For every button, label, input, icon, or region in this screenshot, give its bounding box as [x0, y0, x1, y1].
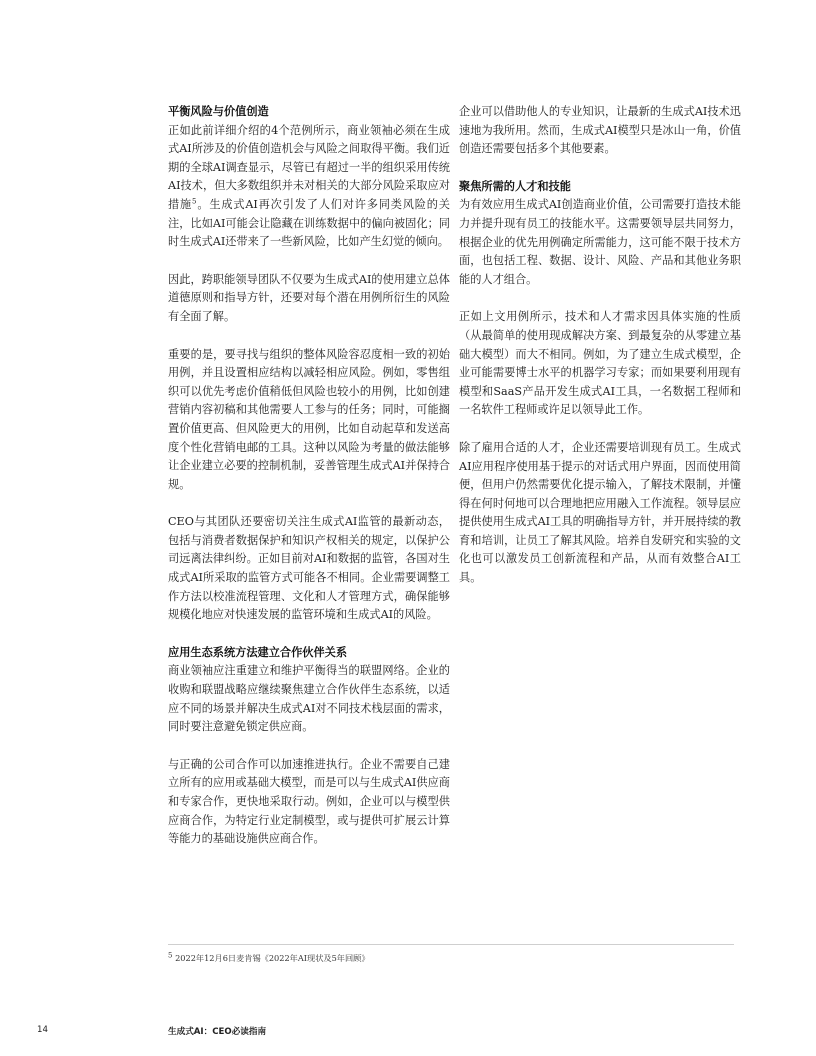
footnote	[168, 953, 370, 964]
paragraph-training: 除了雇用合适的人才，企业还需要培训现有员工。生成式AI应用程序使用基于提示的对话式用户界面，因而使用简便，但用户仍然需要优化提示输入，了解技术限制，并懂得在何时何地可以合理地把应用融入工作流程。领导层应提供使用生成式AI工具的明确指导方针，并开展持续的教育和培训，让员工了解其风险。培养自发研究和实验的文化也可以激发员工创新流程和产品，从而有效整合AI工具。	[459, 440, 741, 585]
paragraph-alliance-network: 商业领袖应注重建立和维护平衡得当的联盟网络。企业的收购和联盟战略应继续聚焦建立合作伙伴生态系统，以适应不同的场景并解决生成式AI对不同技术栈层面的需求，同时要注意避免锁定供应商。	[168, 664, 450, 734]
footnote-number: 5	[168, 951, 173, 960]
footnote-text: 2022年12月6日麦肯锡《2022年AI现状及5年回顾》	[172, 953, 370, 963]
document-title: 生成式AI：CEO必读指南	[168, 1027, 267, 1037]
paragraph-partners: 与正确的公司合作可以加速推进执行。企业不需要自己建立所有的应用或基础大模型，而是可以与生成式AI供应商和专家合作，更快地采取行动。例如，企业可以与模型供应商合作，为特定行业定制模型，或与提供可扩展云计算等能力的基础设施供应商合作。	[168, 757, 450, 846]
paragraph-initial-use-cases: 重要的是，要寻找与组织的整体风险容忍度相一致的初始用例，并且设置相应结构以减轻相应风险。例如，零售组织可以优先考虑价值稍低但风险也较小的用例，比如创建营销内容初稿和其他需要人工参与的任务；同时，可能搁置价值更高、但风险更大的用例，比如自动起草和发送高度个性化营销电邮的工具。这种以风险为考量的做法能够让企业建立必要的控制机制，妥善管理生成式AI并保持合规。	[168, 347, 450, 491]
page-number: 14	[37, 1025, 48, 1035]
right-column	[459, 103, 741, 607]
paragraph-capabilities: 为有效应用生成式AI创造商业价值，公司需要打造技术能力并提升现有员工的技能水平。这需要领导层共同努力，根据企业的优先用例确定所需能力，这可能不限于技术方面，也包括工程、数据、设计、风险、产品和其他业务职能的人才组合。	[459, 198, 741, 286]
left-column	[168, 103, 450, 868]
paragraph-leadership-principles: 因此，跨职能领导团队不仅要为生成式AI的使用建立总体道德原则和指导方针，还要对每个潜在用例所衍生的风险有全面了解。	[168, 272, 450, 323]
paragraph-expertise-continued: 企业可以借助他人的专业知识，让最新的生成式AI技术迅速地为我所用。然而，生成式AI模型只是冰山一角，价值创造还需要包括多个其他要素。	[459, 105, 741, 156]
footnote-reference: 5	[192, 197, 197, 206]
paragraph-risk-intro-part1: 正如此前详细介绍的4个范例所示，商业领袖必须在生成式AI所涉及的价值创造机会与风险之间取得平衡。我们近期的全球AI调查显示，尽管已有超过一半的组织采用传统AI技术，但大多数组织并未对相关的大部分风险采取应对措施	[168, 123, 450, 211]
section-heading-risk-value: 平衡风险与价值创造	[168, 105, 269, 118]
paragraph-talent-needs: 正如上文用例所示，技术和人才需求因具体实施的性质（从最简单的使用现成解决方案、到最复杂的从零建立基础大模型）而大不相同。例如，为了建立生成式模型，企业可能需要博士水平的机器学习专家；而如果要利用现有模型和SaaS产品开发生成式AI工具，一名数据工程师和一名软件工程师或许足以领导此工作。	[459, 310, 741, 417]
paragraph-risk-intro-part2: 。生成式AI再次引发了人们对许多同类风险的关注，比如AI可能会让隐藏在训练数据中的偏向被固化；同时生成式AI还带来了一些新风险，比如产生幻觉的倾向。	[168, 197, 450, 249]
section-heading-ecosystem: 应用生态系统方法建立合作伙伴关系	[168, 645, 348, 659]
paragraph-regulation: CEO与其团队还要密切关注生成式AI监管的最新动态，包括与消费者数据保护和知识产权相关的规定，以保护公司远离法律纠纷。正如目前对AI和数据的监管，各国对生成式AI所采取的监管方式可能各不相同。企业需要调整工作方法以校准流程管理、文化和人才管理方式，确保能够规模化地应对快速发展的监管环境和生成式AI的风险。	[168, 515, 450, 622]
paragraph-risk-intro	[168, 122, 450, 252]
section-heading-talent: 聚焦所需的人才和技能	[459, 179, 571, 193]
footnote-divider	[168, 944, 734, 945]
